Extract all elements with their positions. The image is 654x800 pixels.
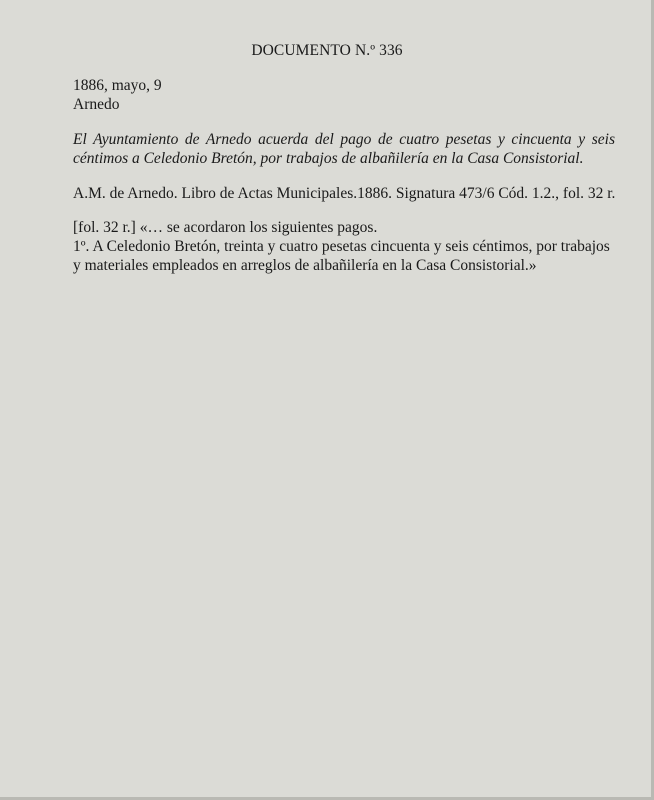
document-transcription: [73, 218, 615, 275]
document-date: 1886, mayo, 9: [73, 77, 162, 94]
date-place-block: [73, 76, 615, 114]
document-summary: El Ayuntamiento de Arnedo acuerda del pago de cuatro pesetas y cincuenta y seis céntimos a Celedonio Bretón, por trabajos de albañilería en la Casa Consistorial.: [73, 131, 615, 167]
transcription-line: y materiales empleados en arreglos de albañilería en la Casa Consistorial.»: [73, 257, 537, 274]
document-place: Arnedo: [73, 96, 120, 113]
transcription-line: 1º. A Celedonio Bretón, treinta y cuatro pesetas cincuenta y seis céntimos, por trabajos: [73, 238, 610, 255]
document-source: A.M. de Arnedo. Libro de Actas Municipales.1886. Signatura 473/6 Cód. 1.2., fol. 32 r.: [73, 185, 616, 202]
transcription-line: [fol. 32 r.] «… se acordaron los siguientes pagos.: [73, 219, 378, 236]
document-title: DOCUMENTO N.º 336: [251, 42, 403, 59]
